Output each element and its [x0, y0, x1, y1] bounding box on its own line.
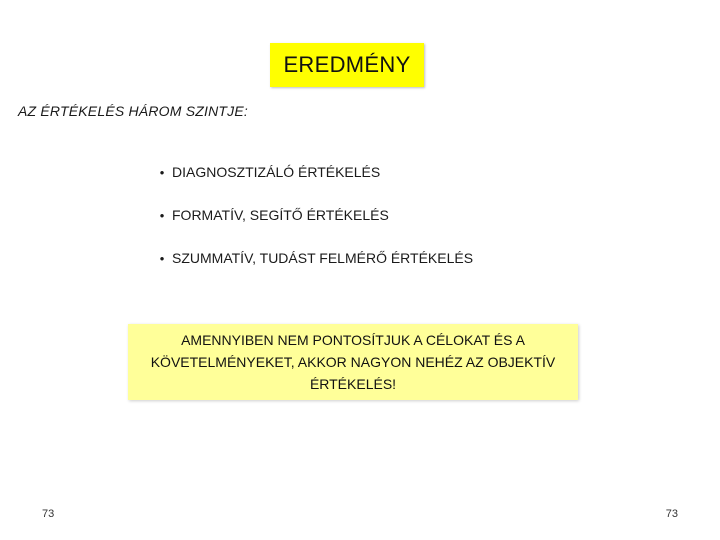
- list-item: [156, 246, 473, 270]
- bullet-text: FORMATÍV, SEGÍTŐ ÉRTÉKELÉS: [172, 207, 389, 223]
- note-box: [128, 324, 578, 400]
- title-box: [270, 43, 424, 87]
- bullet-text: SZUMMATÍV, TUDÁST FELMÉRŐ ÉRTÉKELÉS: [172, 250, 474, 266]
- page-number-right: 73: [665, 508, 678, 520]
- bullet-text: DIAGNOSZTIZÁLÓ ÉRTÉKELÉS: [172, 164, 381, 180]
- bullet-icon: •: [159, 250, 165, 266]
- list-item: [156, 160, 473, 184]
- note-text: AMENNYIBEN NEM PONTOSÍTJUK A CÉLOKAT ÉS A KÖVETELMÉNYEKET, AKKOR NAGYON NEHÉZ AZ OBJEKTÍV ÉRTÉKELÉS!: [150, 332, 556, 392]
- bullet-list: [156, 160, 473, 289]
- list-item: [156, 203, 473, 227]
- bullet-icon: •: [159, 207, 165, 223]
- bullet-icon: •: [159, 164, 165, 180]
- slide-subtitle: AZ ÉRTÉKELÉS HÁROM SZINTJE:: [18, 103, 248, 119]
- slide-title: EREDMÉNY: [283, 52, 411, 77]
- page-number-left: 73: [42, 508, 55, 520]
